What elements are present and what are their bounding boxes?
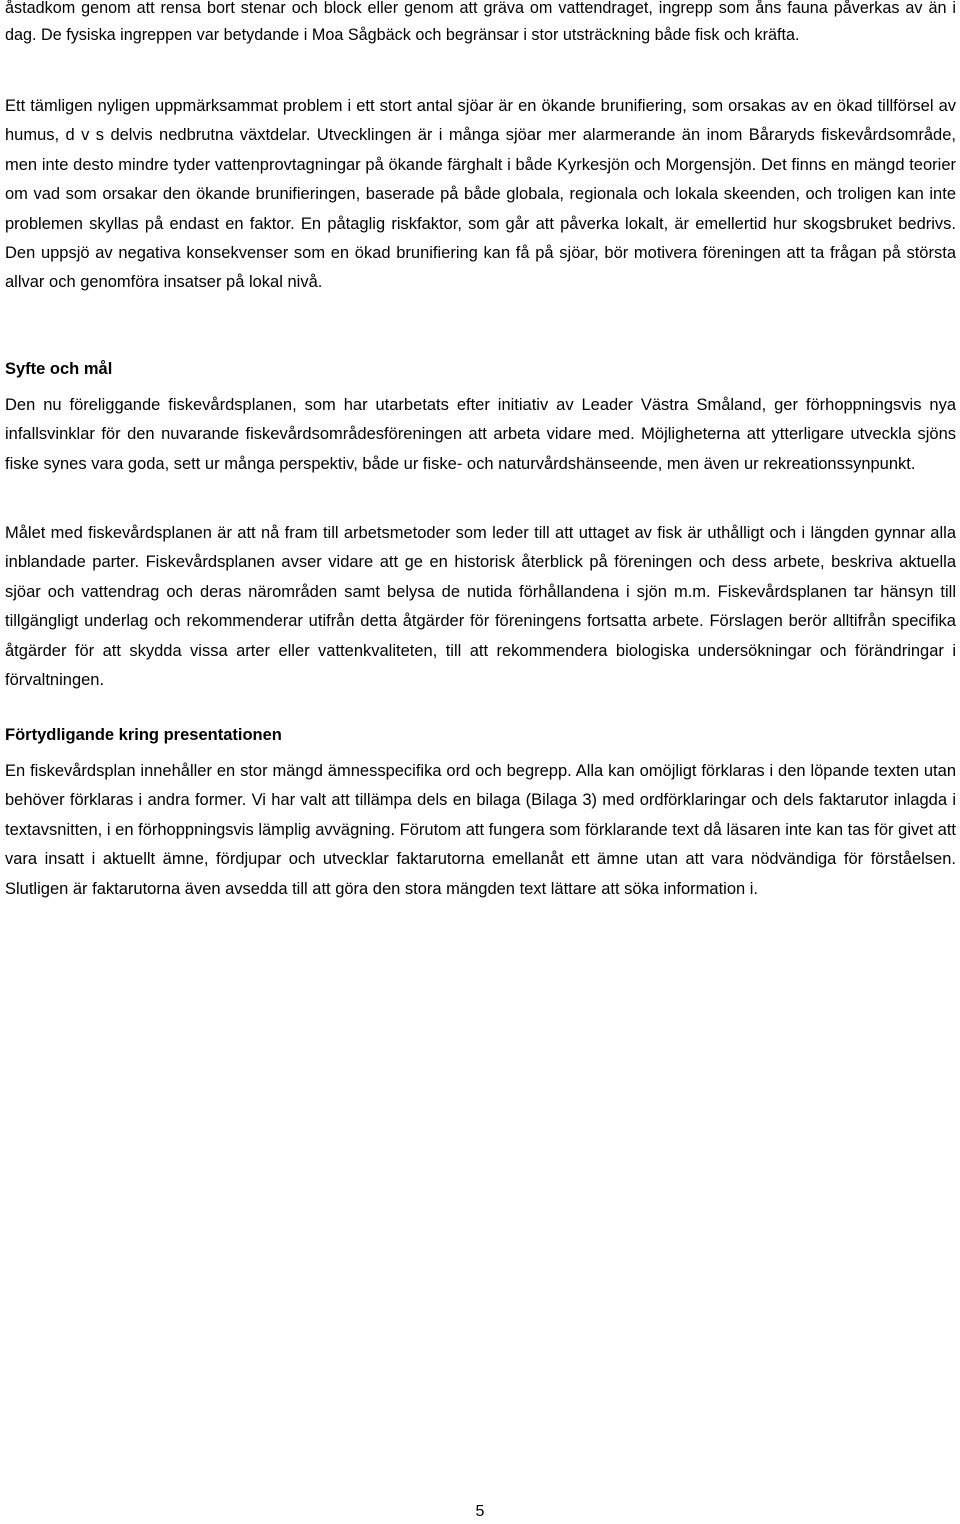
heading-syfte-och-mal: Syfte och mål <box>5 360 113 378</box>
page-number: 5 <box>475 1503 485 1520</box>
heading-fortydligande: Förtydligande kring presentationen <box>5 726 282 744</box>
paragraph-syfte-2: Målet med fiskevårdsplanen är att nå fram till arbetsmetoder som leder till att uttaget av fisk är uthålligt och i längden gynnar alla inblandade parter. Fiskevårdsplanen avser vidare att ge en historisk återblick på föreningen och dess arbete, beskriva aktuella sjöar och vattendrag och deras närområden samt belysa de nutida förhållandena i sjön m.m. Fiskevårdsplanen tar hänsyn till tillgängligt underlag och rekommenderar utifrån detta åtgärder för föreningens fortsatta arbete. Förslagen berör alltifrån specifika åtgärder för att skydda vissa arter eller vattenkvaliteten, till att rekommendera biologiska undersökningar och förändringar i förvaltningen. <box>5 524 956 690</box>
paragraph-fortydligande-1: En fiskevårdsplan innehåller en stor mängd ämnesspecifika ord och begrepp. Alla kan omöjligt förklaras i den löpande texten utan behöver förklaras i andra former. Vi har valt att tillämpa dels en bilaga (Bilaga 3) med ordförklaringar och dels faktarutor inlagda i textavsnitten, i en förhoppningsvis lämplig avvägning. Förutom att fungera som förklarande text då läsaren inte kan tas för givet att vara insatt i aktuellt ämne, fördjupar och utvecklar faktarutorna emellanåt ett ämne utan att vara nödvändiga för förståelsen. Slutligen är faktarutorna även avsedda till att göra den stora mängden text lättare att söka information i. <box>5 762 956 898</box>
paragraph-syfte-1: Den nu föreliggande fiskevårdsplanen, som har utarbetats efter initiativ av Leader Västra Småland, ger förhoppningsvis nya infallsvinklar för den nuvarande fiskevårdsområdesföreningen att arbeta vidare med. Möjligheterna att ytterligare utveckla sjöns fiske synes vara goda, sett ur många perspektiv, både ur fiske- och naturvårdshänseende, men även ur rekreationssynpunkt. <box>5 396 956 473</box>
paragraph-brunifiering: Ett tämligen nyligen uppmärksammat problem i ett stort antal sjöar är en ökande brunifiering, som orsakas av en ökad tillförsel av humus, d v s delvis nedbrutna växtdelar. Utvecklingen är i många sjöar mer alarmerande än inom Båraryds fiskevårdsområde, men inte desto mindre tyder vattenprovtagningar på ökande färghalt i både Kyrkesjön och Morgensjön. Det finns en mängd teorier om vad som orsakar den ökande brunifieringen, baserade på både globala, regionala och lokala skeenden, och troligen kan inte problemen skyllas på endast en faktor. En påtaglig riskfaktor, som går att påverka lokalt, är emellertid hur skogsbruket bedrivs. Den uppsjö av negativa konsekvenser som en ökad brunifiering kan få på sjöar, bör motivera föreningen att ta frågan på största allvar och genomföra insatser på lokal nivå. <box>5 97 956 292</box>
paragraph-intro-continuation: åstadkom genom att rensa bort stenar och block eller genom att gräva om vattendraget, ingrepp som åns fauna påverkas av än i dag. De fysiska ingreppen var betydande i Moa Sågbäck och begränsar i stor utsträckning både fisk och kräfta. <box>5 0 956 44</box>
